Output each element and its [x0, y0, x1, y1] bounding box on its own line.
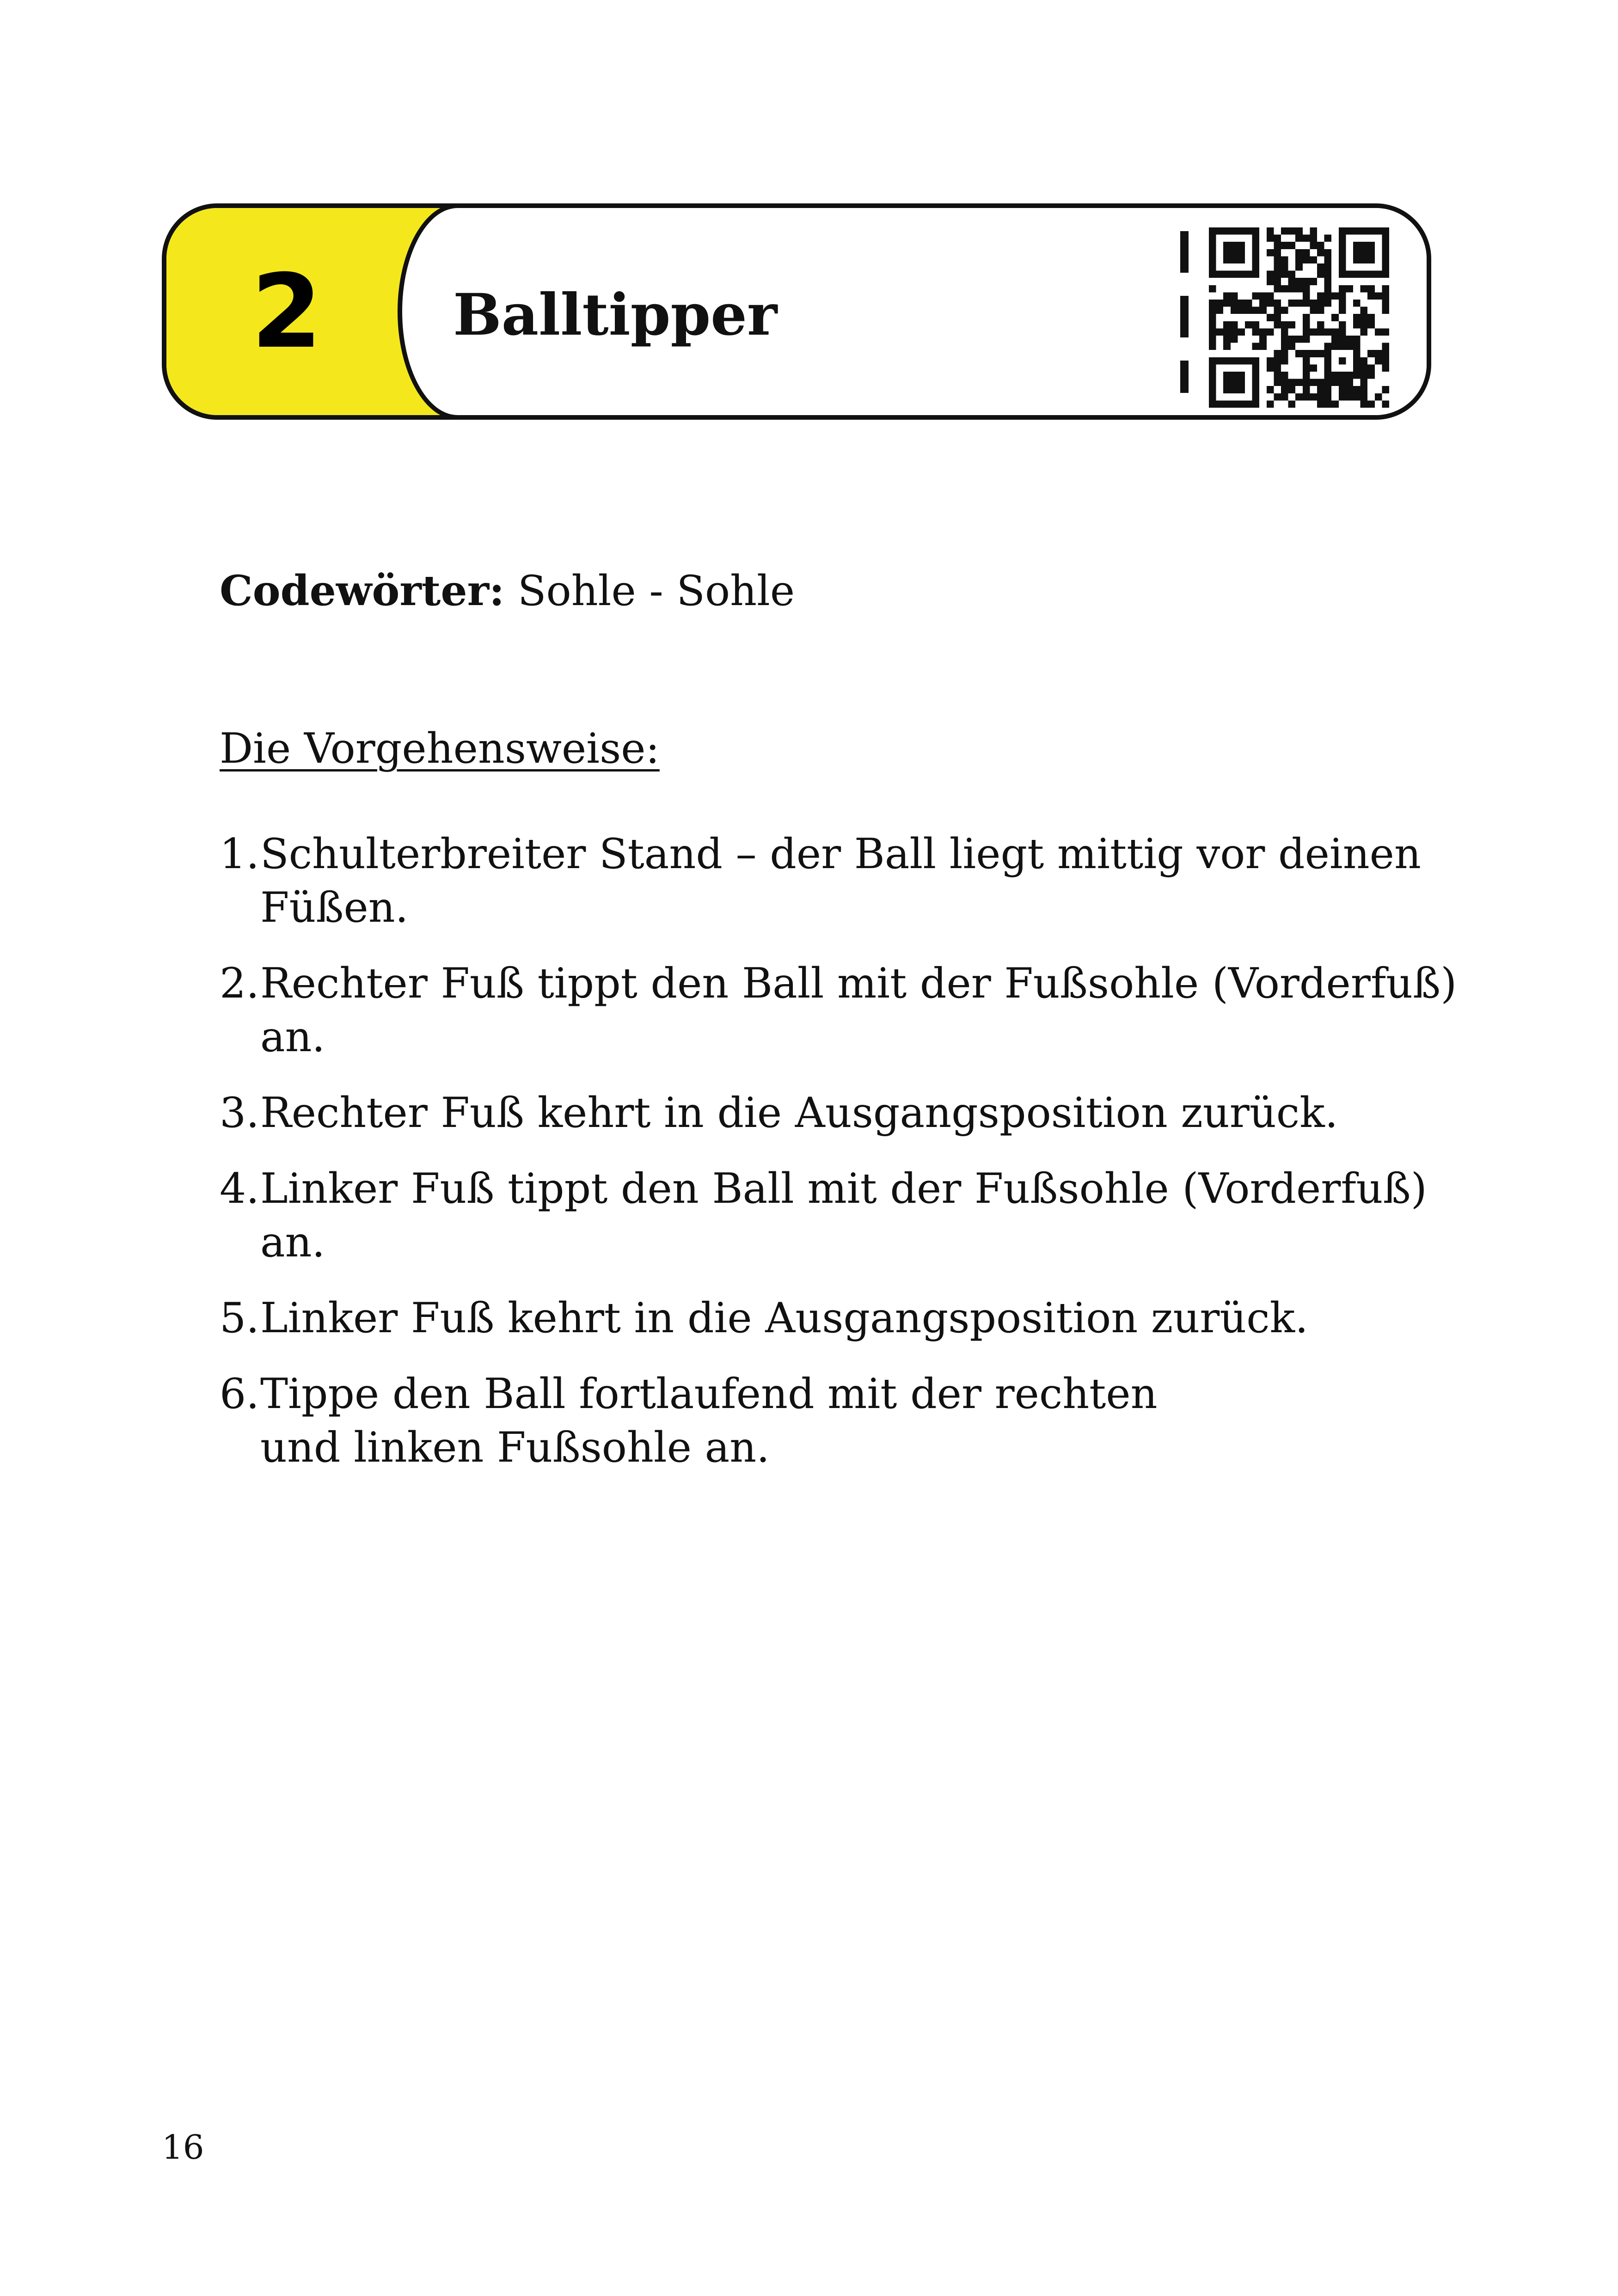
step-text: Rechter Fuß kehrt in die Ausgangsposition zurück.	[260, 1089, 1338, 1137]
procedure-steps	[220, 827, 1468, 1497]
step-number: 6.	[220, 1370, 259, 1418]
qr-scan-marks	[1176, 231, 1194, 402]
step-number: 3.	[220, 1089, 259, 1137]
step-text: Rechter Fuß tippt den Ball mit der Fußsohle (Vorderfuß) an.	[260, 959, 1457, 1061]
step-text: Linker Fuß tippt den Ball mit der Fußsohle (Vorderfuß) an.	[260, 1164, 1427, 1267]
step-text: Tippe den Ball fortlaufend mit der rechten und linken Fußsohle an.	[260, 1370, 1158, 1472]
codewords-line	[220, 563, 795, 619]
qr-code-icon[interactable]	[1209, 227, 1389, 408]
exercise-header	[162, 203, 1431, 420]
procedure-step	[220, 1162, 1468, 1269]
exercise-number: 2	[251, 252, 322, 371]
step-number: 4.	[220, 1164, 259, 1213]
step-text: Linker Fuß kehrt in die Ausgangsposition zurück.	[260, 1294, 1308, 1342]
step-number: 1.	[220, 830, 259, 878]
codewords-value: Sohle - Sohle	[517, 567, 795, 615]
procedure-step	[220, 827, 1468, 935]
procedure-step	[220, 957, 1468, 1064]
procedure-step	[220, 1292, 1468, 1345]
step-text: Schulterbreiter Stand – der Ball liegt mittig vor deinen Füßen.	[260, 830, 1421, 932]
step-number: 5.	[220, 1294, 259, 1342]
step-number: 2.	[220, 959, 259, 1008]
procedure-step	[220, 1367, 1468, 1475]
procedure-step	[220, 1086, 1468, 1140]
codewords-label: Codewörter:	[220, 566, 505, 615]
page-number: 16	[162, 2128, 204, 2167]
exercise-title: Balltipper	[453, 281, 778, 349]
procedure-heading: Die Vorgehensweise:	[220, 724, 660, 773]
